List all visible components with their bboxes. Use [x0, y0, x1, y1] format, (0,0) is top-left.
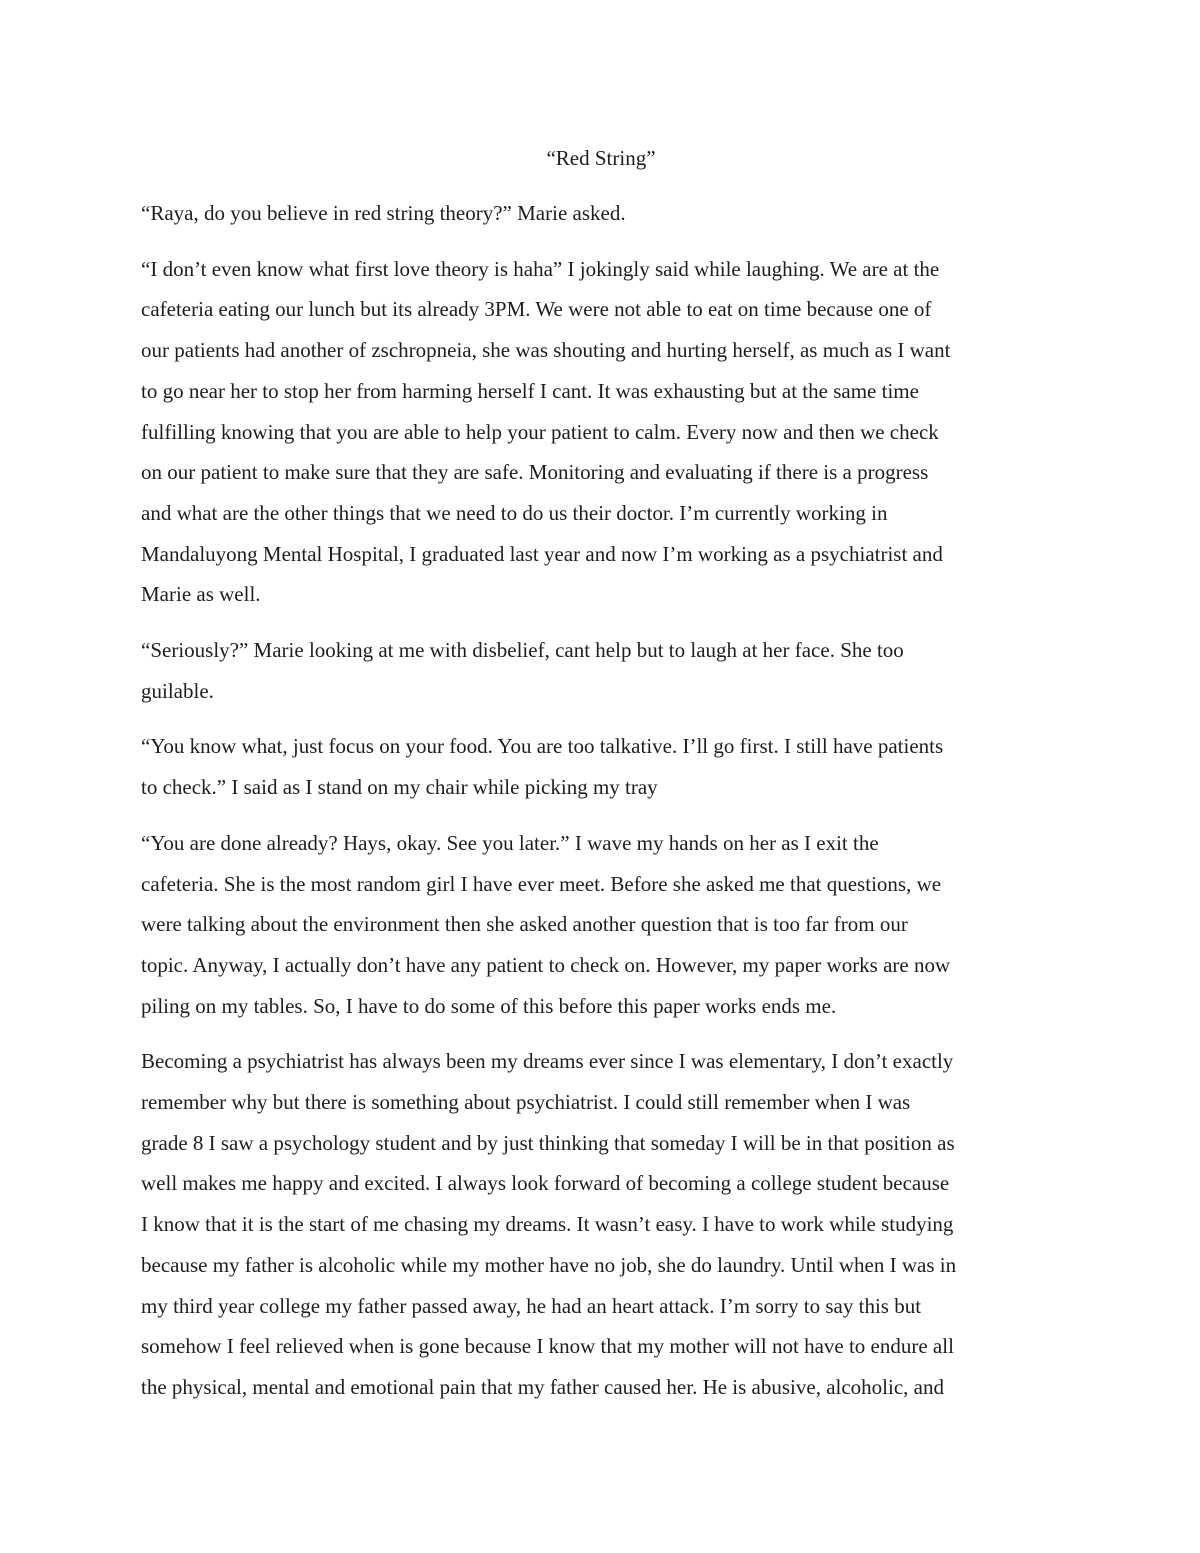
- paragraph-4: [141, 726, 1061, 807]
- text-line: “I don’t even know what first love theory is haha” I jokingly said while laughing. We are at the: [141, 256, 940, 281]
- text-line: because my father is alcoholic while my mother have no job, she do laundry. Until when I was in: [141, 1252, 957, 1277]
- document-title: “Red String”: [546, 146, 656, 170]
- text-line: I know that it is the start of me chasing my dreams. It wasn’t easy. I have to work while studying: [141, 1212, 954, 1237]
- text-line: Marie as well.: [141, 582, 261, 607]
- text-line: “Seriously?” Marie looking at me with disbelief, cant help but to laugh at her face. She too: [141, 638, 904, 663]
- text-line: were talking about the environment then she asked another question that is too far from our: [141, 912, 908, 937]
- text-line: piling on my tables. So, I have to do some of this before this paper works ends me.: [141, 993, 837, 1018]
- paragraph-2: [141, 249, 1061, 615]
- text-line: our patients had another of zschropneia, she was shouting and hurting herself, as much as I want: [141, 338, 951, 363]
- text-line: and what are the other things that we need to do us their doctor. I’m currently working in: [141, 500, 888, 525]
- text-line: Mandaluyong Mental Hospital, I graduated last year and now I’m working as a psychiatrist and: [141, 541, 943, 566]
- text-line: to check.” I said as I stand on my chair while picking my tray: [141, 775, 658, 800]
- text-line: cafeteria. She is the most random girl I have ever meet. Before she asked me that questions, we: [141, 871, 942, 896]
- text-line: “You are done already? Hays, okay. See you later.” I wave my hands on her as I exit the: [141, 830, 879, 855]
- text-line: on our patient to make sure that they are safe. Monitoring and evaluating if there is a progress: [141, 460, 929, 485]
- text-line: “You know what, just focus on your food. You are too talkative. I’ll go first. I still have patients: [141, 734, 944, 759]
- paragraph-6: [141, 1041, 1061, 1407]
- text-line: the physical, mental and emotional pain that my father caused her. He is abusive, alcoholic, and: [141, 1374, 944, 1399]
- paragraph-5: [141, 823, 1061, 1027]
- text-line: remember why but there is something about psychiatrist. I could still remember when I was: [141, 1090, 911, 1115]
- text-line: cafeteria eating our lunch but its already 3PM. We were not able to eat on time because one of: [141, 297, 932, 322]
- text-line: Becoming a psychiatrist has always been my dreams ever since I was elementary, I don’t exactly: [141, 1049, 954, 1074]
- text-line: guilable.: [141, 678, 214, 703]
- document-body: [141, 138, 1061, 1423]
- paragraph-1: [141, 193, 1061, 234]
- text-line: my third year college my father passed away, he had an heart attack. I’m sorry to say this but: [141, 1293, 922, 1318]
- text-line: fulfilling knowing that you are able to help your patient to calm. Every now and then we check: [141, 419, 939, 444]
- paragraph-3: [141, 630, 1061, 711]
- text-line: well makes me happy and excited. I always look forward of becoming a college student because: [141, 1171, 950, 1196]
- text-line: to go near her to stop her from harming herself I cant. It was exhausting but at the same time: [141, 378, 919, 403]
- text-line: topic. Anyway, I actually don’t have any patient to check on. However, my paper works are now: [141, 952, 951, 977]
- text-line: “Raya, do you believe in red string theory?” Marie asked.: [141, 201, 626, 225]
- text-line: grade 8 I saw a psychology student and by just thinking that someday I will be in that position as: [141, 1130, 955, 1155]
- text-line: somehow I feel relieved when is gone because I know that my mother will not have to endure all: [141, 1334, 954, 1359]
